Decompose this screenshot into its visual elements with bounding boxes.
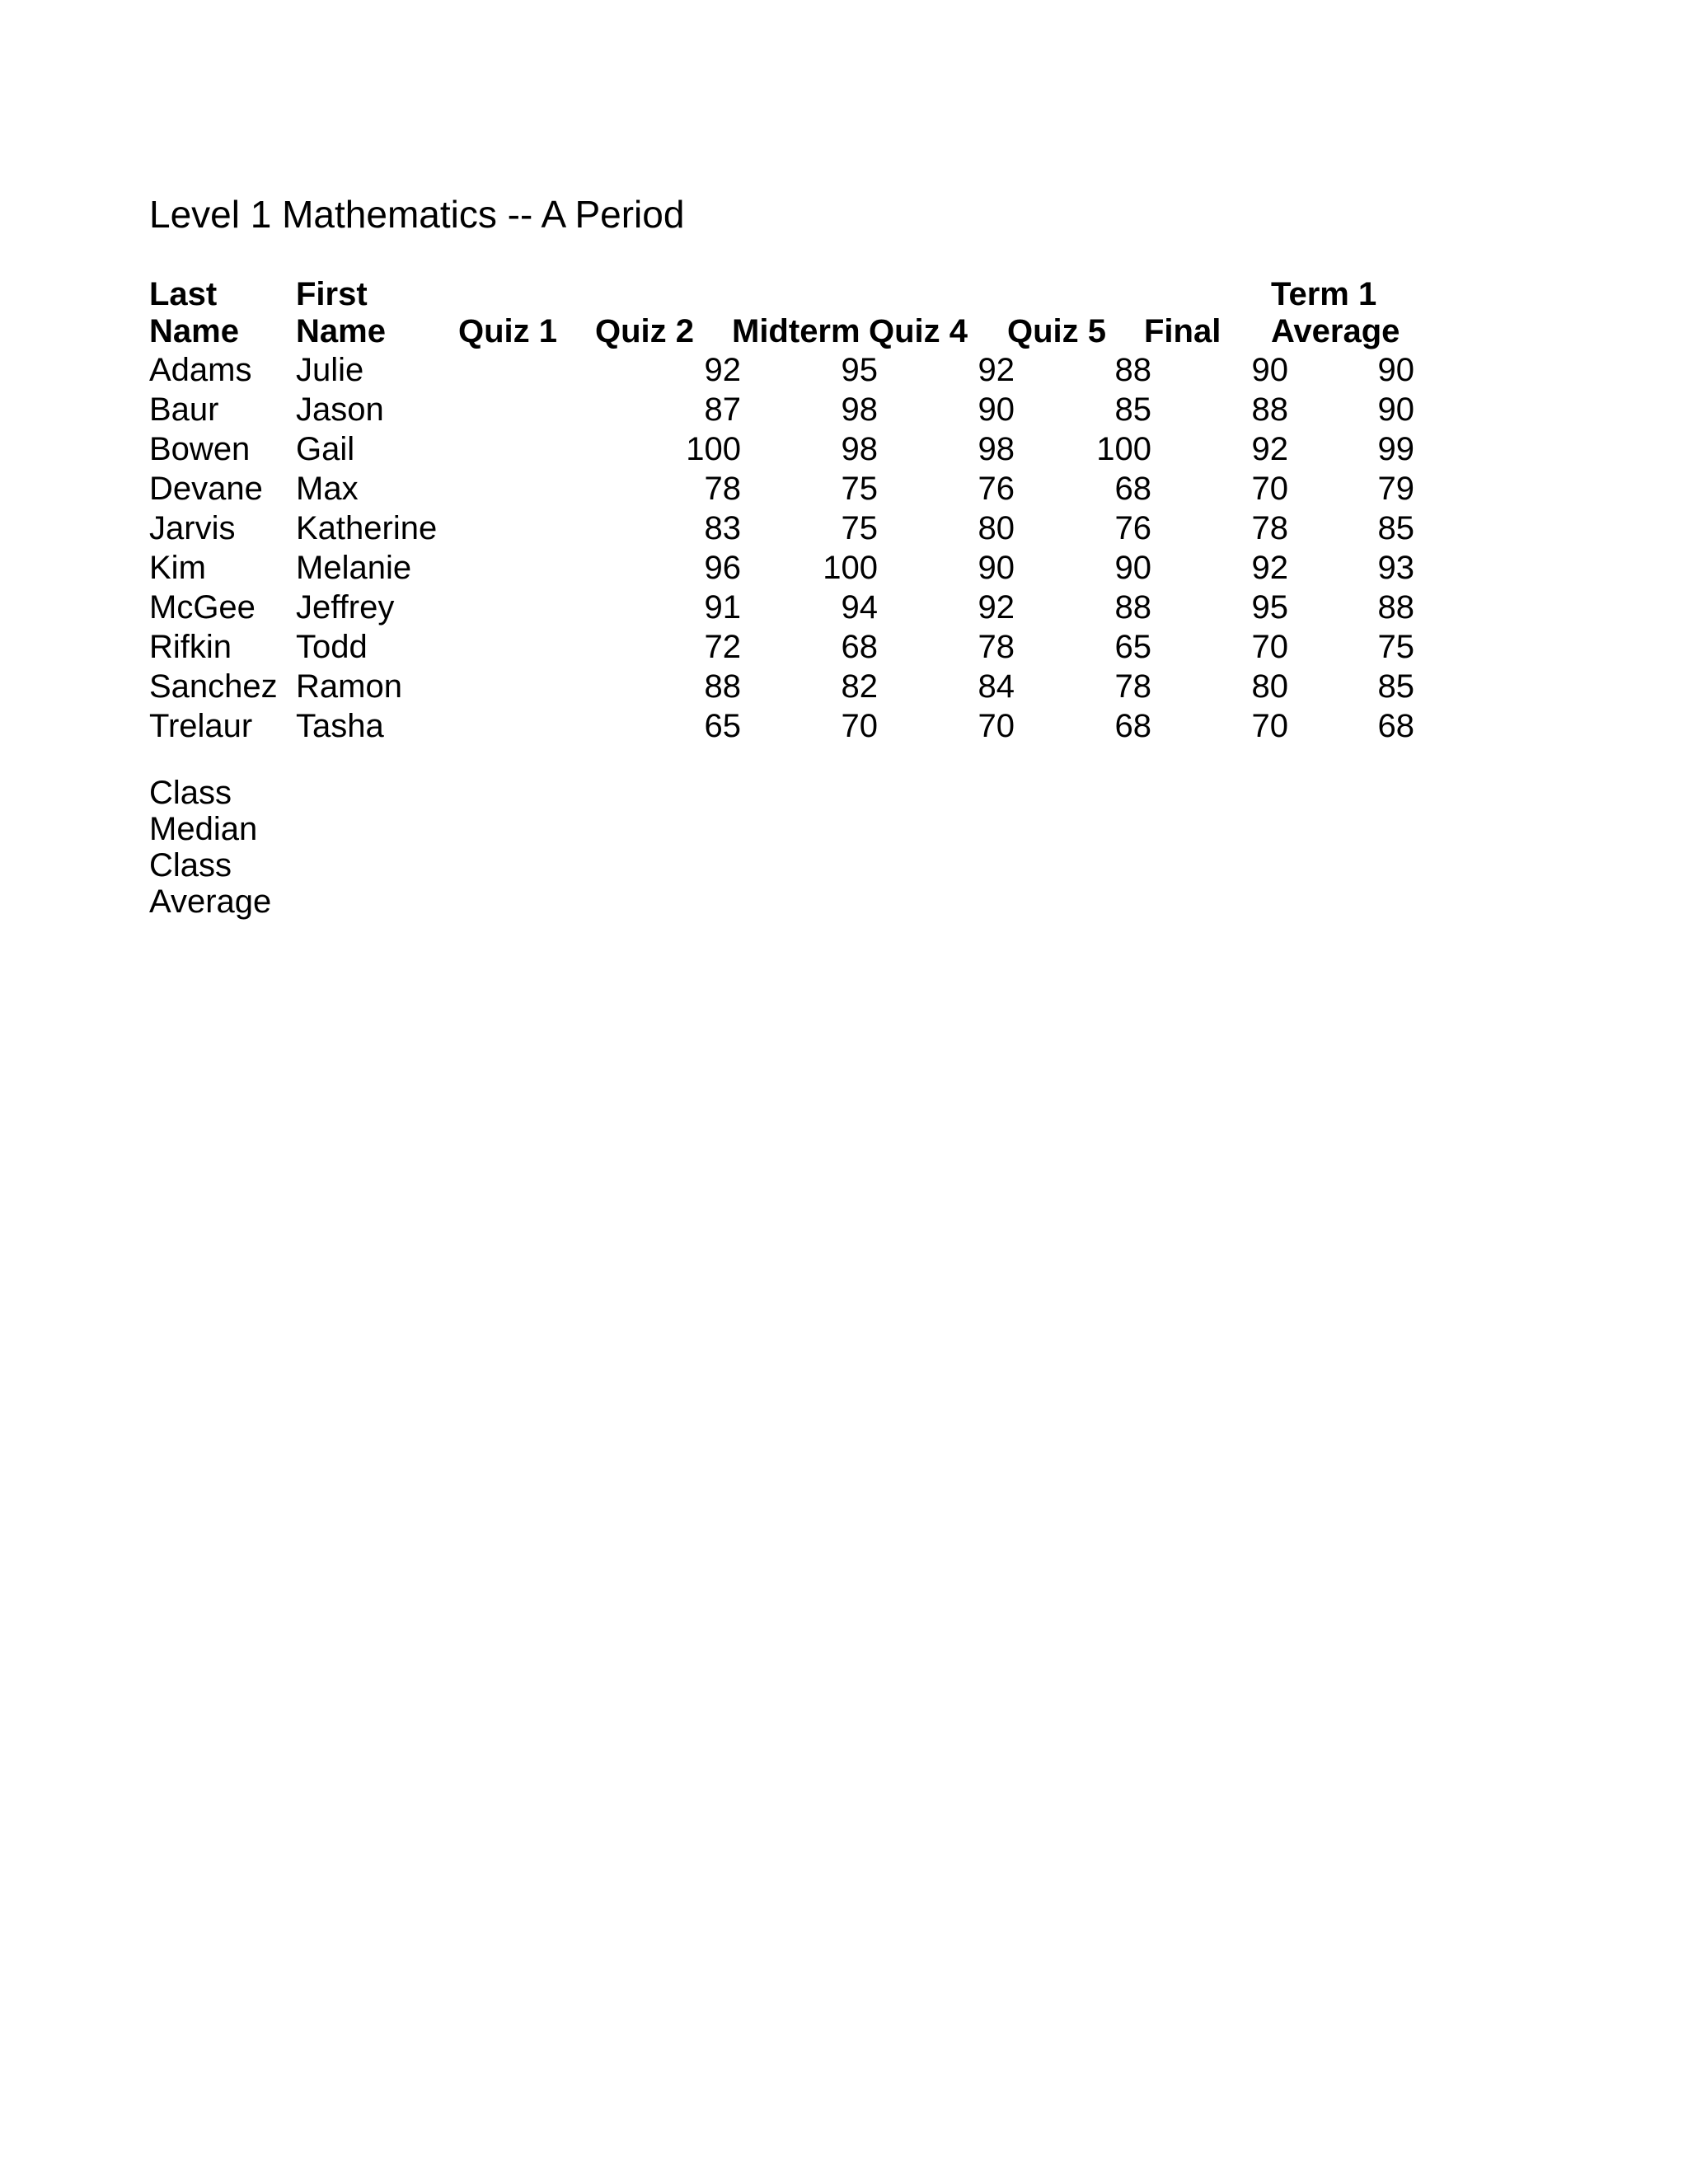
cell-last: Devane xyxy=(149,471,263,507)
cell-last: Baur xyxy=(149,391,219,428)
header-term-average-line1: Term 1 xyxy=(1271,276,1377,312)
cell-quiz4: 88 xyxy=(1114,589,1151,626)
cell-quiz4: 78 xyxy=(1114,668,1151,705)
document-page xyxy=(149,190,1414,920)
cell-quiz5: 70 xyxy=(1251,629,1288,665)
cell-first: Todd xyxy=(296,629,368,665)
cell-last: Rifkin xyxy=(149,629,232,665)
cell-first: Gail xyxy=(296,431,355,467)
header-final: Final xyxy=(1144,313,1221,349)
cell-quiz4: 90 xyxy=(1114,550,1151,586)
cell-quiz5: 80 xyxy=(1251,668,1288,705)
header-quiz1: Quiz 1 xyxy=(458,313,558,349)
cell-first: Katherine xyxy=(296,510,438,546)
table-row xyxy=(149,706,1414,746)
cell-last: Jarvis xyxy=(149,510,236,546)
cell-quiz2: 94 xyxy=(841,589,878,626)
cell-first: Tasha xyxy=(296,708,384,744)
cell-quiz4: 68 xyxy=(1114,708,1151,744)
cell-quiz2: 100 xyxy=(823,550,878,586)
cell-quiz2: 95 xyxy=(841,352,878,388)
cell-quiz4: 85 xyxy=(1114,391,1151,428)
table-header xyxy=(149,274,1400,350)
cell-last: Kim xyxy=(149,550,206,586)
cell-final: 75 xyxy=(1377,629,1414,665)
cell-final: 90 xyxy=(1377,352,1414,388)
cell-quiz4: 68 xyxy=(1114,471,1151,507)
cell-first: Julie xyxy=(296,352,364,388)
cell-quiz2: 68 xyxy=(841,629,878,665)
cell-quiz5: 88 xyxy=(1251,391,1288,428)
cell-midterm: 80 xyxy=(978,510,1015,546)
cell-quiz5: 92 xyxy=(1251,431,1288,467)
header-quiz5: Quiz 5 xyxy=(1007,313,1107,349)
table-row xyxy=(149,350,1414,390)
cell-quiz5: 78 xyxy=(1251,510,1288,546)
cell-midterm: 84 xyxy=(978,668,1015,705)
header-last-name xyxy=(149,276,239,350)
cell-final: 88 xyxy=(1377,589,1414,626)
header-term-average xyxy=(1271,276,1400,350)
cell-quiz2: 75 xyxy=(841,471,878,507)
cell-quiz1: 91 xyxy=(704,589,741,626)
cell-last: Trelaur xyxy=(149,708,253,744)
cell-quiz1: 92 xyxy=(704,352,741,388)
header-first-name-line1: First xyxy=(296,276,368,312)
cell-quiz2: 70 xyxy=(841,708,878,744)
cell-quiz2: 98 xyxy=(841,391,878,428)
cell-last: Adams xyxy=(149,352,252,388)
cell-final: 68 xyxy=(1377,708,1414,744)
cell-quiz2: 75 xyxy=(841,510,878,546)
summary-block xyxy=(149,775,684,920)
table-row xyxy=(149,429,1414,469)
table-row xyxy=(149,469,1414,509)
page-title: Level 1 Mathematics -- A Period xyxy=(149,193,685,236)
cell-first: Jeffrey xyxy=(296,589,395,626)
cell-quiz5: 90 xyxy=(1251,352,1288,388)
cell-midterm: 90 xyxy=(978,391,1015,428)
class-average-label-line1: Class xyxy=(149,847,232,883)
cell-final: 93 xyxy=(1377,550,1414,586)
cell-midterm: 98 xyxy=(978,431,1015,467)
cell-midterm: 76 xyxy=(978,471,1015,507)
table-row xyxy=(149,548,1414,588)
cell-quiz1: 87 xyxy=(704,391,741,428)
cell-quiz2: 82 xyxy=(841,668,878,705)
cell-quiz1: 100 xyxy=(686,431,741,467)
header-first-name xyxy=(296,276,386,350)
cell-midterm: 92 xyxy=(978,589,1015,626)
cell-quiz2: 98 xyxy=(841,431,878,467)
cell-midterm: 92 xyxy=(978,352,1015,388)
cell-quiz4: 65 xyxy=(1114,629,1151,665)
header-last-name-line2: Name xyxy=(149,313,239,349)
header-quiz2: Quiz 2 xyxy=(595,313,695,349)
cell-quiz5: 70 xyxy=(1251,471,1288,507)
cell-final: 90 xyxy=(1377,391,1414,428)
class-median-label-line2: Median xyxy=(149,811,258,847)
table-row xyxy=(149,509,1414,548)
cell-quiz5: 70 xyxy=(1251,708,1288,744)
cell-quiz1: 78 xyxy=(704,471,741,507)
cell-quiz4: 88 xyxy=(1114,352,1151,388)
class-average-label-line2: Average xyxy=(149,883,272,920)
header-last-name-line1: Last xyxy=(149,276,218,312)
table-body xyxy=(149,350,1414,746)
cell-quiz1: 88 xyxy=(704,668,741,705)
cell-quiz4: 100 xyxy=(1096,431,1151,467)
cell-quiz1: 96 xyxy=(704,550,741,586)
header-first-name-line2: Name xyxy=(296,313,386,349)
cell-quiz5: 95 xyxy=(1251,589,1288,626)
cell-quiz5: 92 xyxy=(1251,550,1288,586)
cell-final: 99 xyxy=(1377,431,1414,467)
cell-first: Max xyxy=(296,471,359,507)
cell-first: Ramon xyxy=(296,668,402,705)
grades-table xyxy=(149,274,1414,746)
cell-quiz4: 76 xyxy=(1114,510,1151,546)
cell-midterm: 70 xyxy=(978,708,1015,744)
cell-final: 85 xyxy=(1377,668,1414,705)
table-row xyxy=(149,667,1414,706)
cell-last: Sanchez xyxy=(149,668,278,705)
cell-quiz1: 83 xyxy=(704,510,741,546)
cell-last: McGee xyxy=(149,589,256,626)
cell-final: 79 xyxy=(1377,471,1414,507)
cell-last: Bowen xyxy=(149,431,251,467)
header-midterm: Midterm xyxy=(732,313,860,349)
table-row xyxy=(149,390,1414,429)
cell-midterm: 78 xyxy=(978,629,1015,665)
header-term-average-line2: Average xyxy=(1271,313,1400,349)
cell-quiz1: 72 xyxy=(704,629,741,665)
cell-midterm: 90 xyxy=(978,550,1015,586)
cell-first: Melanie xyxy=(296,550,412,586)
table-row xyxy=(149,627,1414,667)
header-quiz4: Quiz 4 xyxy=(869,313,968,349)
cell-final: 85 xyxy=(1377,510,1414,546)
cell-first: Jason xyxy=(296,391,384,428)
table-row xyxy=(149,588,1414,627)
cell-quiz1: 65 xyxy=(704,708,741,744)
class-median-label-line1: Class xyxy=(149,775,232,811)
